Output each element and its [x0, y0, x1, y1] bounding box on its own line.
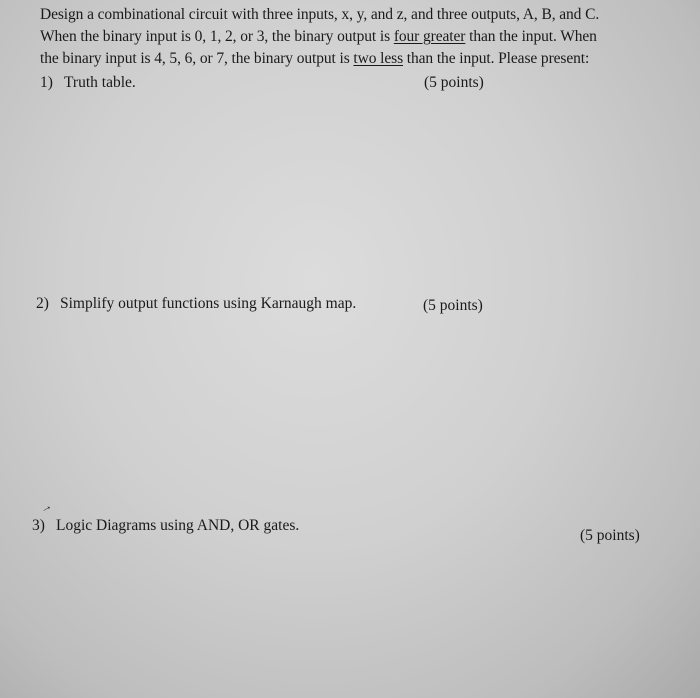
item-1-points: (5 points) — [424, 74, 484, 91]
item-1-number: 1) — [40, 74, 53, 91]
intro-line-3: the binary input is 4, 5, 6, or 7, the binary output is two less than the input. Please present: — [40, 50, 590, 67]
item-2-karnaugh-map — [36, 295, 356, 313]
intro-line-2: When the binary input is 0, 1, 2, or 3, the binary output is four greater than the input. When — [40, 28, 597, 45]
item-2-number: 2) — [36, 295, 49, 312]
pen-mark: → — [37, 498, 55, 517]
underlined-two-less: two less — [353, 50, 403, 67]
problem-statement — [40, 4, 680, 70]
item-3-logic-diagrams — [32, 517, 299, 535]
item-3-number: 3) — [32, 517, 45, 534]
item-1-text: Truth table. — [64, 74, 136, 91]
item-3-points: (5 points) — [580, 527, 640, 544]
item-2-text: Simplify output functions using Karnaugh map. — [60, 295, 357, 312]
underlined-four-greater: four greater — [393, 28, 466, 45]
item-3-text: Logic Diagrams using AND, OR gates. — [56, 517, 300, 534]
item-2-points: (5 points) — [423, 297, 483, 314]
intro-line-1: Design a combinational circuit with three inputs, x, y, and z, and three outputs, A, B, and C. — [40, 6, 600, 23]
item-1-truth-table — [40, 74, 136, 92]
